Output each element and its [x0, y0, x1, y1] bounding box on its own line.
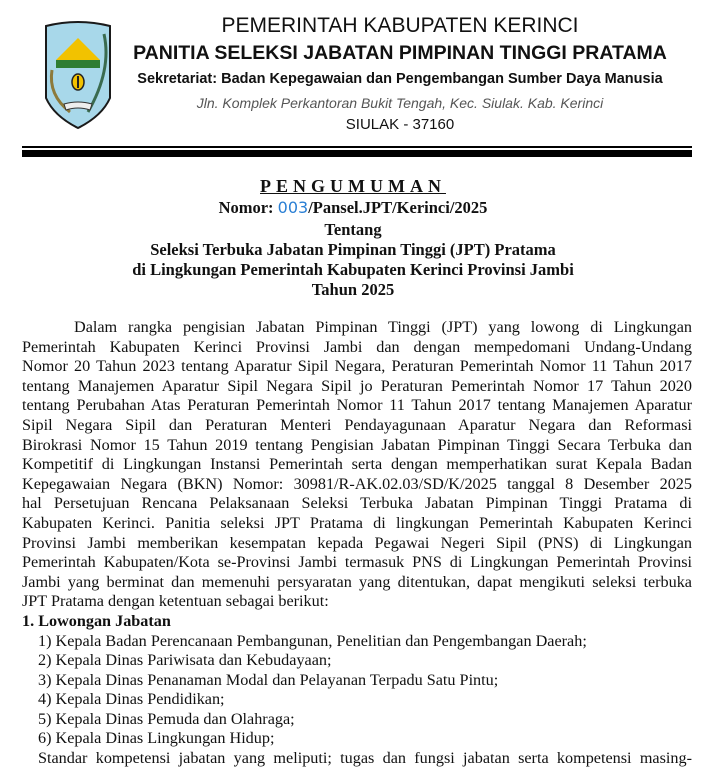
- paragraph-line: tentang Perubahan Atas Peraturan Pemerintah Nomor 11 Tahun 2017 tentang Manajemen Aparatur: [22, 396, 692, 415]
- announcement-body: [22, 318, 692, 769]
- paragraph-line: Birokrasi Nomor 15 Tahun 2019 tentang Pengisian Jabatan Pimpinan Tinggi Secara Terbuka dan: [22, 435, 692, 454]
- paragraph-line: Sipil Negara Sipil dan Peraturan Menteri Pendayagunaan Aparatur Negara dan Reformasi: [22, 415, 692, 434]
- position-item: 3) Kepala Dinas Penanaman Modal dan Pelayanan Terpadu Satu Pintu;: [38, 670, 499, 689]
- announcement-heading-text: PENGUMUMAN: [260, 176, 446, 196]
- position-item: 1) Kepala Badan Perencanaan Pembangunan, Penelitian dan Pengembangan Daerah;: [38, 631, 587, 650]
- section-title-vacancies: 1. Lowongan Jabatan: [22, 611, 171, 630]
- number-suffix: /Pansel.JPT/Kerinci/2025: [308, 198, 488, 217]
- announcement-subject-2: di Lingkungan Pemerintah Kabupaten Kerinci Provinsi Jambi: [132, 260, 574, 279]
- announcement-number: [0, 198, 706, 218]
- paragraph-line: Pemerintah Kabupaten Kerinci Provinsi Jambi dan dengan mempedomani Undang-Undang: [22, 337, 692, 356]
- kerinci-regency-logo: [42, 20, 114, 130]
- paragraph-line: JPT Pratama dengan ketentuan sebagai berikut:: [22, 592, 329, 611]
- position-item: 6) Kepala Dinas Lingkungan Hidup;: [38, 729, 275, 748]
- paragraph-line: Kabupaten Kerinci. Panitia seleksi JPT Pratama di lingkungan Pemerintah Kabupaten Kerinci: [22, 513, 692, 532]
- letterhead-postal: SIULAK - 37160: [345, 116, 455, 133]
- letterhead-address: Jln. Komplek Perkantoran Bukit Tengah, Kec. Siulak. Kab. Kerinci: [196, 95, 604, 111]
- announcement-subject-1: Seleksi Terbuka Jabatan Pimpinan Tinggi (JPT) Pratama: [150, 240, 556, 259]
- paragraph-line: Kepegawaian Negara (BKN) Nomor: 30981/R-AK.02.03/SD/K/2025 tanggal 8 Desember 2025: [22, 474, 692, 493]
- position-item: 5) Kepala Dinas Pemuda dan Olahraga;: [38, 709, 295, 728]
- letterhead-committee: PANITIA SELEKSI JABATAN PIMPINAN TINGGI PRATAMA: [133, 42, 667, 64]
- paragraph-line: Pemerintah Kabupaten/Kota se-Provinsi Jambi termasuk PNS di Lingkungan Pemerintah Provinsi: [22, 553, 692, 572]
- paragraph-line: Kompetitif di Lingkungan Instansi Pemerintah serta dengan memperhatikan surat Kepala Badan: [22, 455, 692, 474]
- paragraph-line: Jambi yang berminat dan memenuhi persyaratan yang ditentukan, dapat mengikuti seleksi terbuka: [22, 572, 692, 591]
- paragraph-line: tentang Manajemen Aparatur Sipil Negara Sipil jo Peraturan Pemerintah Nomor 17 Tahun 2020: [22, 376, 692, 395]
- letterhead-secretariat: Sekretariat: Badan Kepegawaian dan Pengembangan Sumber Daya Manusia: [137, 71, 663, 87]
- competency-line: Standar kompetensi jabatan yang meliputi; tugas dan fungsi jabatan serta kompetensi masing-: [38, 749, 692, 768]
- letterhead-title: PEMERINTAH KABUPATEN KERINCI: [221, 14, 579, 37]
- paragraph-line: Nomor 20 Tahun 2023 tentang Aparatur Sipil Negara, Peraturan Pemerintah Nomor 11 Tahun 2017: [22, 357, 692, 376]
- paragraph-line: Provinsi Jambi memberikan kesempatan kepada Pegawai Negeri Sipil (PNS) di Lingkungan: [22, 533, 692, 552]
- paragraph-line: Dalam rangka pengisian Jabatan Pimpinan Tinggi (JPT) yang lowong di Lingkungan: [74, 318, 692, 336]
- announcement-heading: [0, 176, 706, 197]
- header-divider-thick: [22, 150, 692, 157]
- number-handwritten: 003: [277, 198, 309, 217]
- announcement-about: Tentang: [324, 220, 382, 239]
- position-item: 2) Kepala Dinas Pariwisata dan Kebudayaan;: [38, 651, 332, 670]
- number-prefix: Nomor:: [218, 198, 278, 217]
- position-item: 4) Kepala Dinas Pendidikan;: [38, 690, 225, 709]
- paragraph-line: hal Persetujuan Rencana Pelaksanaan Seleksi Terbuka Jabatan Pimpinan Tinggi Pratama di: [22, 494, 692, 513]
- header-divider-thin: [22, 146, 692, 148]
- announcement-year: Tahun 2025: [311, 280, 395, 299]
